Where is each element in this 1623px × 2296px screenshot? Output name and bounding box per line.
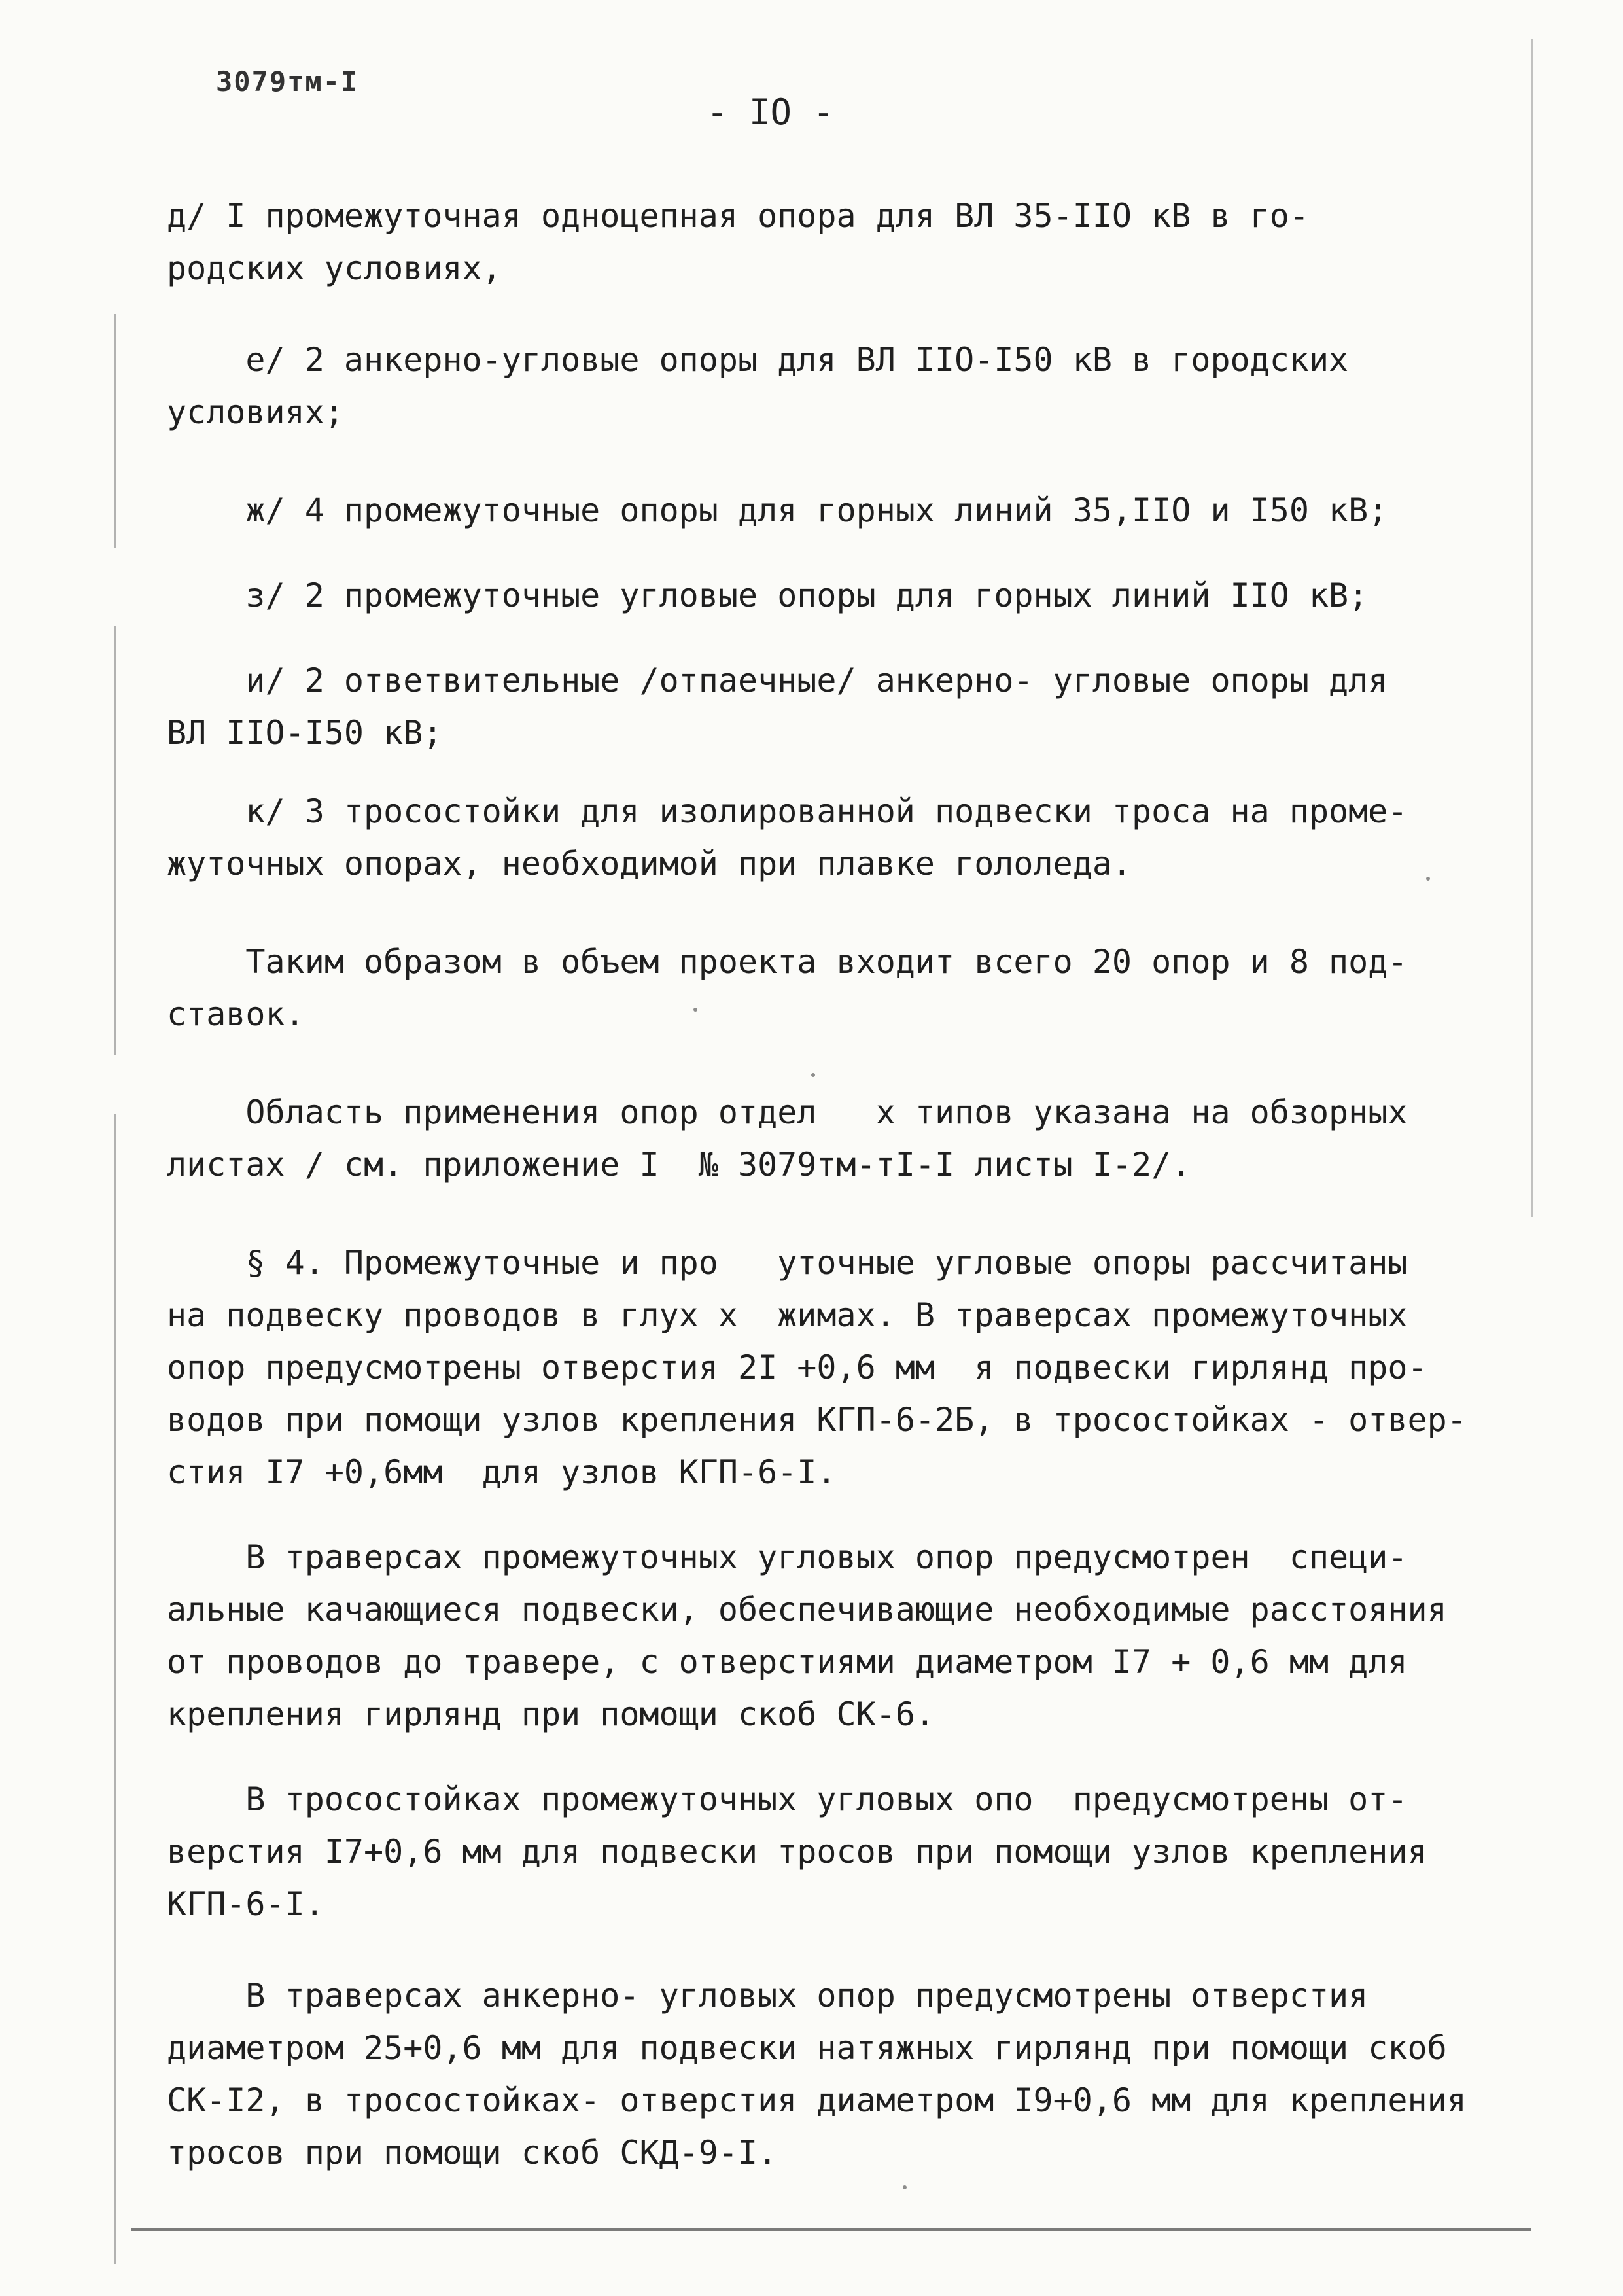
scan-speck bbox=[693, 1008, 697, 1012]
document-code: 3079тм-I bbox=[216, 65, 359, 97]
scan-speck bbox=[1426, 877, 1430, 881]
cable-stands-paragraph: В тросостойках промежуточных угловых опо предусмотрены от- верстия I7+0,6 мм для подвески тросов при помощи узлов крепления КГП-6-I. bbox=[167, 1780, 1427, 1923]
angle-supports-paragraph: В траверсах промежуточных угловых опор предусмотрен специ- альные качающиеся подвески, обеспечивающие необходимые расстояния от проводов до травере, с отверстиями диаметром I7 + 0,6 мм для крепления гирлянд при помощи скоб СК-6. bbox=[167, 1538, 1447, 1733]
right-margin-line bbox=[1531, 39, 1533, 1217]
item-e-paragraph: е/ 2 анкерно-угловые опоры для ВЛ IIO-I50 кВ в городских условиях; bbox=[167, 341, 1349, 431]
section-4-paragraph: § 4. Промежуточные и про уточные угловые опоры рассчитаны на подвеску проводов в глух х жимах. В траверсах промежуточных опор предусмотрены отверстия 2I +0,6 мм я подвески гирлянд про- водов при помощи узлов крепления КГП-6-2Б, в тросостойках - отвер- стия I7 +0,6мм для узлов КГП-6-I. bbox=[167, 1244, 1467, 1491]
item-z-paragraph: з/ 2 промежуточные угловые опоры для горных линий IIO кВ; bbox=[167, 576, 1369, 614]
item-i-paragraph: и/ 2 ответвительные /отпаечные/ анкерно- угловые опоры для ВЛ IIO-I50 кВ; bbox=[167, 662, 1388, 752]
bottom-rule bbox=[131, 2228, 1531, 2231]
application-area-paragraph: Область применения опор отдел х типов указана на обзорных листах / см. приложение I № 3079тм-тI-I листы I-2/. bbox=[167, 1093, 1408, 1184]
page-number: - IO - bbox=[707, 92, 835, 133]
item-d-paragraph: д/ I промежуточная одноцепная опора для ВЛ 35-IIO кВ в го- родских условиях, bbox=[167, 197, 1309, 287]
item-zh-paragraph: ж/ 4 промежуточные опоры для горных линий 35,IIO и I50 кВ; bbox=[167, 491, 1388, 529]
scan-speck bbox=[811, 1073, 815, 1077]
scan-speck bbox=[903, 2185, 907, 2189]
summary-paragraph: Таким образом в объем проекта входит всего 20 опор и 8 под- ставок. bbox=[167, 943, 1408, 1033]
item-k-paragraph: к/ 3 тросостойки для изолированной подвески троса на проме- жуточных опорах, необходимой при плавке гололеда. bbox=[167, 792, 1408, 883]
left-margin-line bbox=[114, 314, 116, 2264]
anchor-supports-paragraph: В траверсах анкерно- угловых опор предусмотрены отверстия диаметром 25+0,6 мм для подвески натяжных гирлянд при помощи скоб СК-I2, в тросостойках- отверстия диаметром I9+0,6 мм для крепления тросов при помощи скоб СКД-9-I. bbox=[167, 1977, 1467, 2172]
